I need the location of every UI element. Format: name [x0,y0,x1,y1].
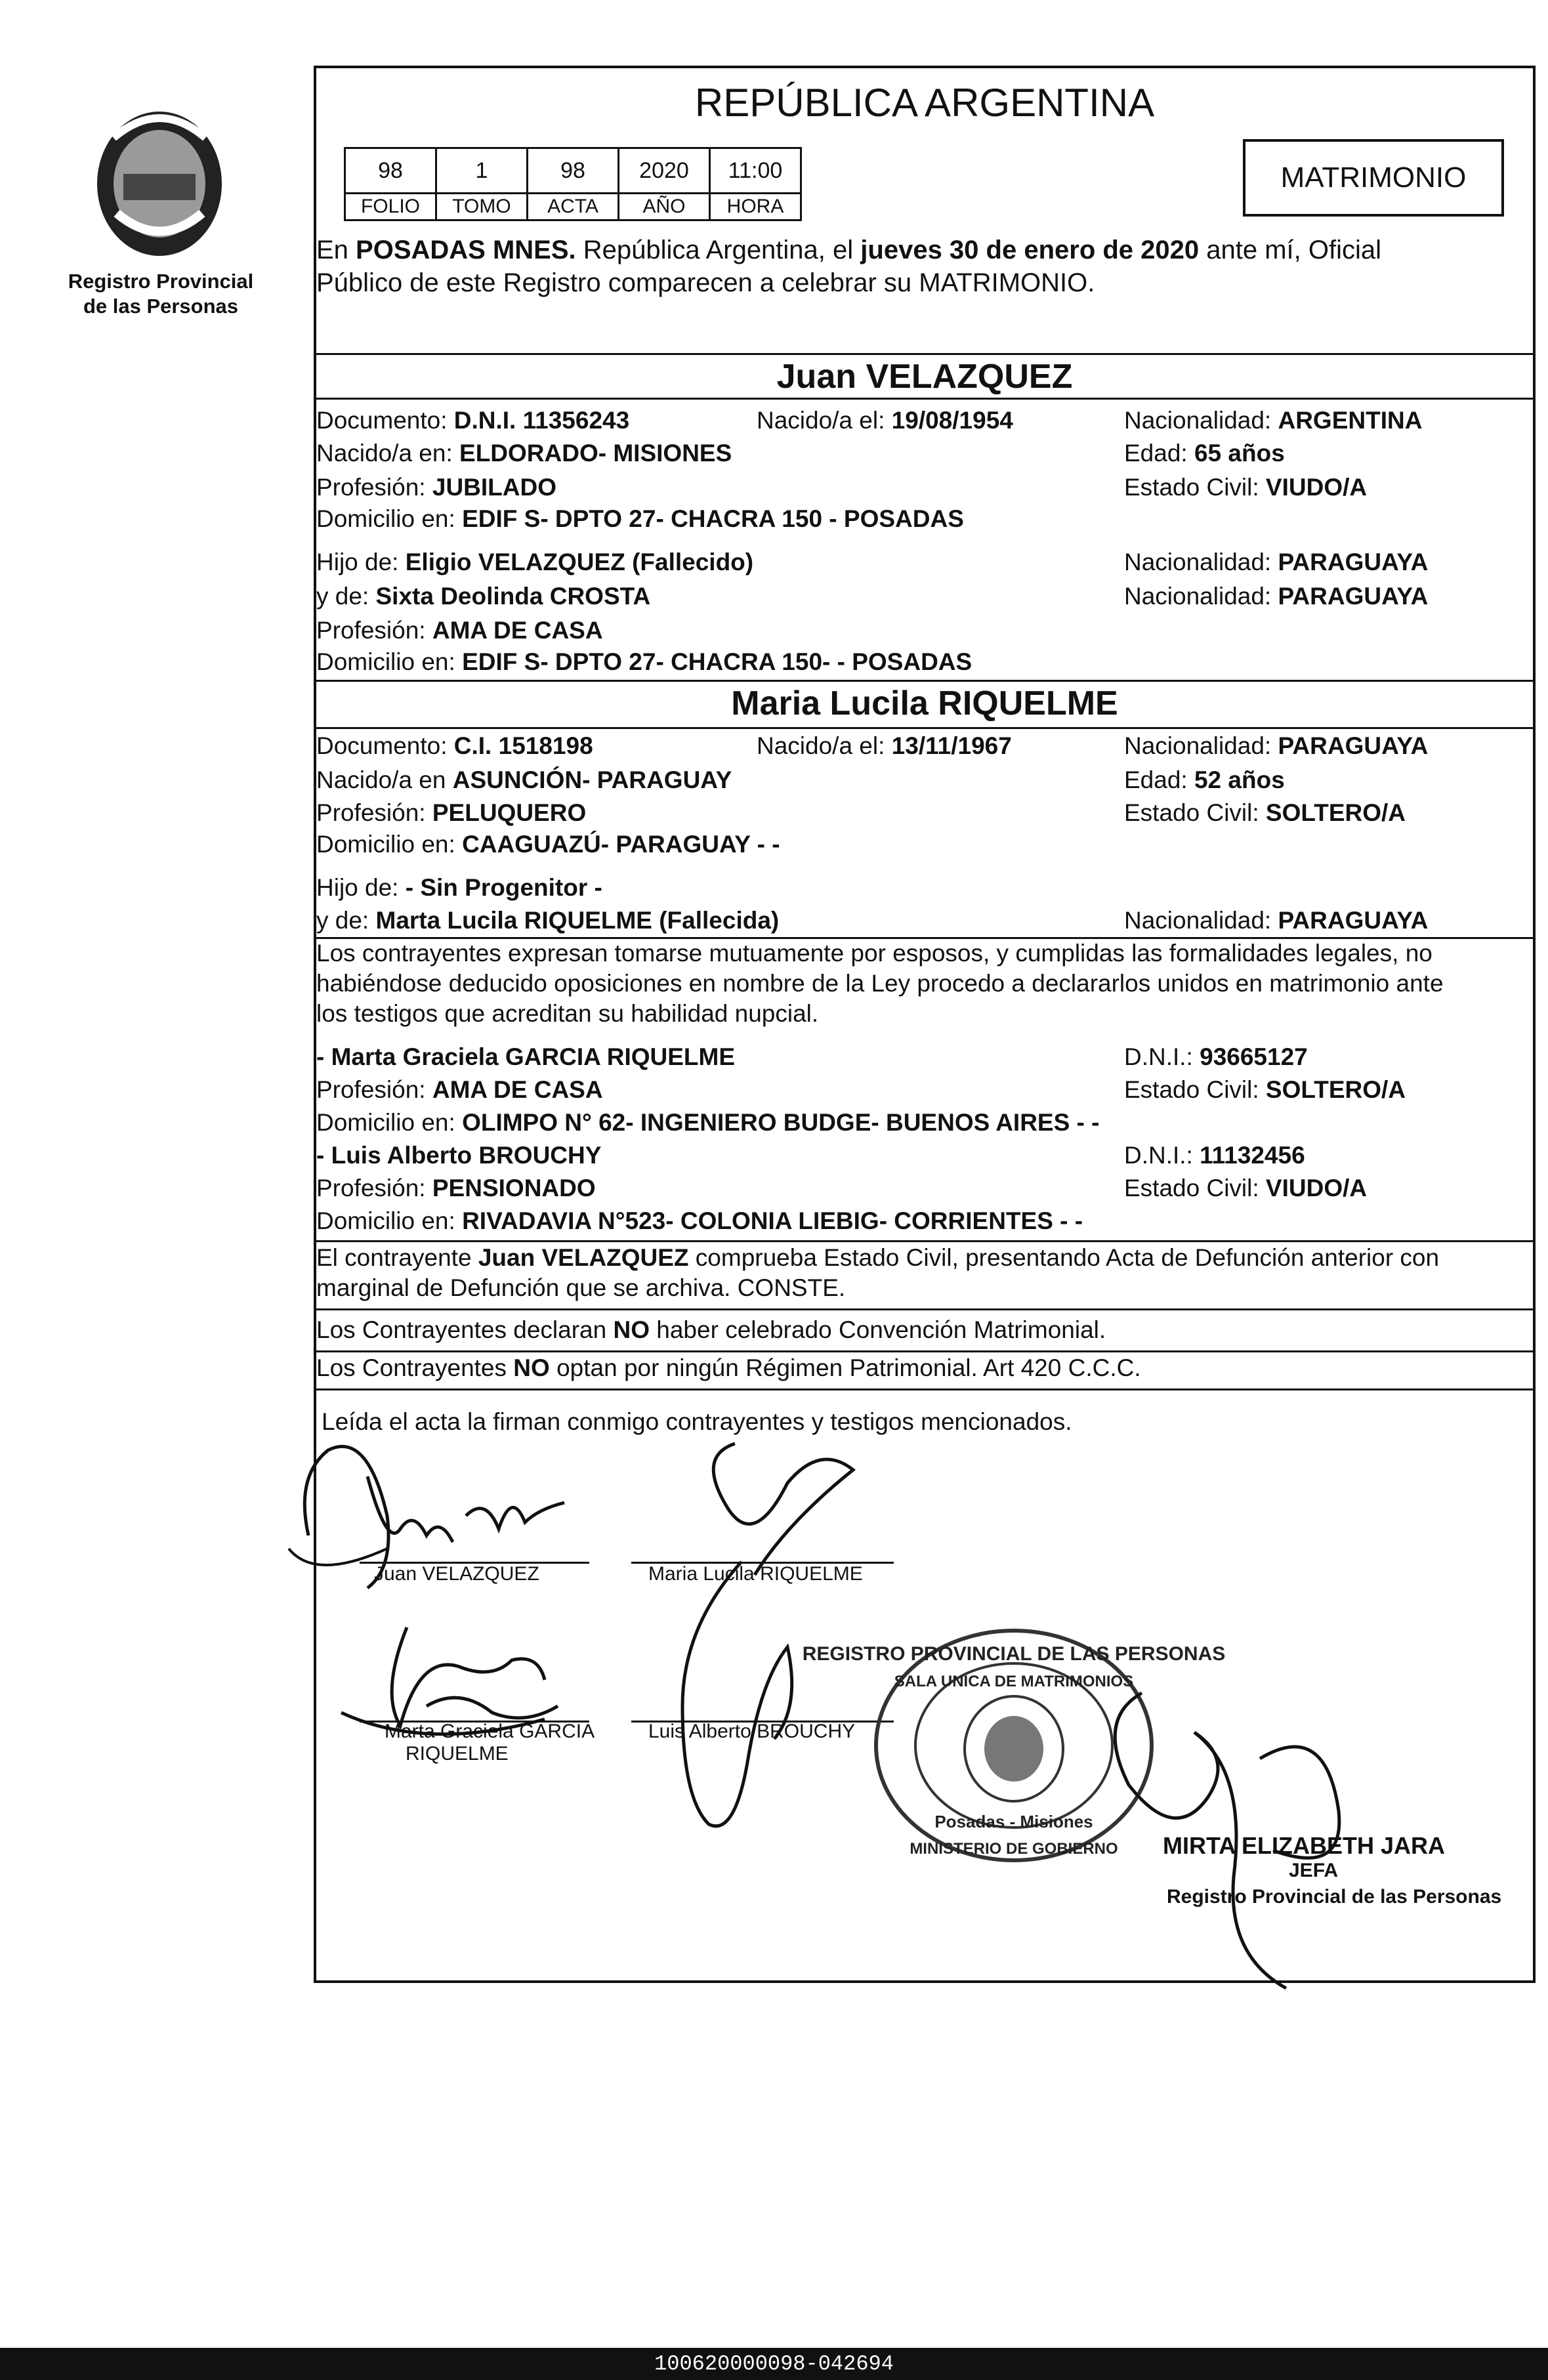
hora-value: 11:00 [710,148,801,194]
tomo-value: 1 [436,148,528,194]
record-header-table [344,147,802,221]
logo-caption-line2: de las Personas [83,295,239,318]
bride-address: Domicilio en: CAAGUAZÚ- PARAGUAY - - [316,831,780,858]
witness2-civil-status: Estado Civil: VIUDO/A [1124,1175,1368,1201]
declaration-line-1: Los contrayentes expresan tomarse mutuamente por esposos, y cumplidas las formalidades legales, no [316,940,1433,967]
groom-mother: y de: Sixta Deolinda CROSTA [316,583,651,610]
signature-label-witness1b: RIQUELME [406,1743,509,1764]
bride-mother: y de: Marta Lucila RIQUELME (Fallecida) [316,907,780,934]
note-line-2: marginal de Defunción que se archiva. CONSTE. [316,1274,846,1301]
witness2-address: Domicilio en: RIVADAVIA N°523- COLONIA LIEBIG- CORRIENTES - - [316,1207,1083,1234]
divider [314,1388,1536,1390]
folio-value: 98 [345,148,436,194]
signature-label-witness2: Luis Alberto BROUCHY [648,1721,856,1742]
bride-civil-status: Estado Civil: SOLTERO/A [1124,799,1406,826]
bride-age: Edad: 52 años [1124,766,1285,793]
hora-label: HORA [710,194,801,220]
bride-birthplace: Nacido/a en ASUNCIÓN- PARAGUAY [316,766,732,793]
signature-label-groom: Juan VELAZQUEZ [374,1563,539,1585]
official-org: Registro Provincial de las Personas [1167,1886,1502,1908]
divider [314,727,1536,729]
groom-document: Documento: D.N.I. 11356243 [316,407,630,434]
witness1-civil-status: Estado Civil: SOLTERO/A [1124,1076,1406,1103]
province-seal-logo [77,98,241,262]
groom-age: Edad: 65 años [1124,440,1285,467]
divider [314,937,1536,939]
closing-text: Leída el acta la firman conmigo contrayentes y testigos mencionados. [322,1408,1072,1435]
groom-profession: Profesión: JUBILADO [316,474,556,501]
document-title: REPÚBLICA ARGENTINA [694,81,1155,125]
acta-value: 98 [528,148,619,194]
acta-label: ACTA [528,194,619,220]
bride-birth-date: Nacido/a el: 13/11/1967 [757,732,1012,759]
stamp-bottom-text: Posadas - Misiones [934,1812,1093,1831]
witness1-profession: Profesión: AMA DE CASA [316,1076,603,1103]
groom-address: Domicilio en: EDIF S- DPTO 27- CHACRA 150 - POSADAS [316,505,964,532]
witness1-dni: D.N.I.: 93665127 [1124,1043,1308,1070]
witness2-dni: D.N.I.: 11132456 [1124,1142,1305,1169]
official-name: MIRTA ELIZABETH JARA [1163,1832,1445,1859]
bride-name: Maria Lucila RIQUELME [731,684,1118,722]
divider [314,398,1536,400]
stamp-outer-text: REGISTRO PROVINCIAL DE LAS PERSONAS [802,1643,1226,1665]
bride-father: Hijo de: - Sin Progenitor - [316,874,602,901]
tomo-label: TOMO [436,194,528,220]
intro-line-1: En POSADAS MNES. República Argentina, el jueves 30 de enero de 2020 ante mí, Oficial [316,236,1382,264]
bride-profession: Profesión: PELUQUERO [316,799,587,826]
stamp-ministry-text: MINISTERIO DE GOBIERNO [910,1840,1118,1858]
declaration-line-2: habiéndose deducido oposiciones en nombre de la Ley procedo a declararlos unidos en matrimonio ante [316,970,1444,997]
witness2-profession: Profesión: PENSIONADO [316,1175,596,1201]
groom-name: Juan VELAZQUEZ [776,358,1073,396]
groom-birthplace: Nacido/a en: ELDORADO- MISIONES [316,440,732,467]
witness1-name: - Marta Graciela GARCIA RIQUELME [316,1043,736,1070]
intro-line-2: Público de este Registro comparecen a celebrar su MATRIMONIO. [316,268,1095,297]
groom-civil-status: Estado Civil: VIUDO/A [1124,474,1368,501]
divider [314,1240,1536,1242]
convention-line: Los Contrayentes declaran NO haber celebrado Convención Matrimonial. [316,1316,1106,1343]
ano-value: 2020 [619,148,710,194]
witness2-name: - Luis Alberto BROUCHY [316,1142,602,1169]
bride-mother-nationality: Nacionalidad: PARAGUAYA [1124,907,1429,934]
divider [314,1350,1536,1352]
stamp-inner-text: SALA UNICA DE MATRIMONIOS [894,1673,1134,1690]
note-line-1: El contrayente Juan VELAZQUEZ comprueba Estado Civil, presentando Acta de Defunción anterior con [316,1244,1440,1271]
logo-caption [52,269,269,319]
groom-mother-address: Domicilio en: EDIF S- DPTO 27- CHACRA 150- - POSADAS [316,648,973,675]
folio-label: FOLIO [345,194,436,220]
divider [314,353,1536,355]
official-role: JEFA [1289,1860,1339,1881]
witness1-address: Domicilio en: OLIMPO N° 62- INGENIERO BUDGE- BUENOS AIRES - - [316,1109,1100,1136]
divider [314,1308,1536,1310]
bride-nationality: Nacionalidad: PARAGUAYA [1124,732,1429,759]
groom-birth-date: Nacido/a el: 19/08/1954 [757,407,1013,434]
groom-mother-nationality: Nacionalidad: PARAGUAYA [1124,583,1429,610]
declaration-line-3: los testigos que acreditan su habilidad nupcial. [316,1000,819,1027]
signature-label-bride: Maria Lucila RIQUELME [648,1563,863,1585]
groom-nationality: Nacionalidad: ARGENTINA [1124,407,1423,434]
divider [314,680,1536,682]
logo-caption-line1: Registro Provincial [68,270,254,293]
regime-line: Los Contrayentes NO optan por ningún Régimen Patrimonial. Art 420 C.C.C. [316,1354,1141,1381]
groom-mother-profession: Profesión: AMA DE CASA [316,617,603,644]
signature-label-witness1a: Marta Graciela GARCIA [385,1721,595,1742]
bride-document: Documento: C.I. 1518198 [316,732,593,759]
footer-code-bar [0,2348,1548,2380]
footer-code: 100620000098-042694 [654,2352,894,2376]
ano-label: AÑO [619,194,710,220]
groom-father: Hijo de: Eligio VELAZQUEZ (Fallecido) [316,549,754,575]
signature-juan-velazquez [289,1437,630,1614]
document-type-box: MATRIMONIO [1243,139,1504,217]
groom-father-nationality: Nacionalidad: PARAGUAYA [1124,549,1429,575]
